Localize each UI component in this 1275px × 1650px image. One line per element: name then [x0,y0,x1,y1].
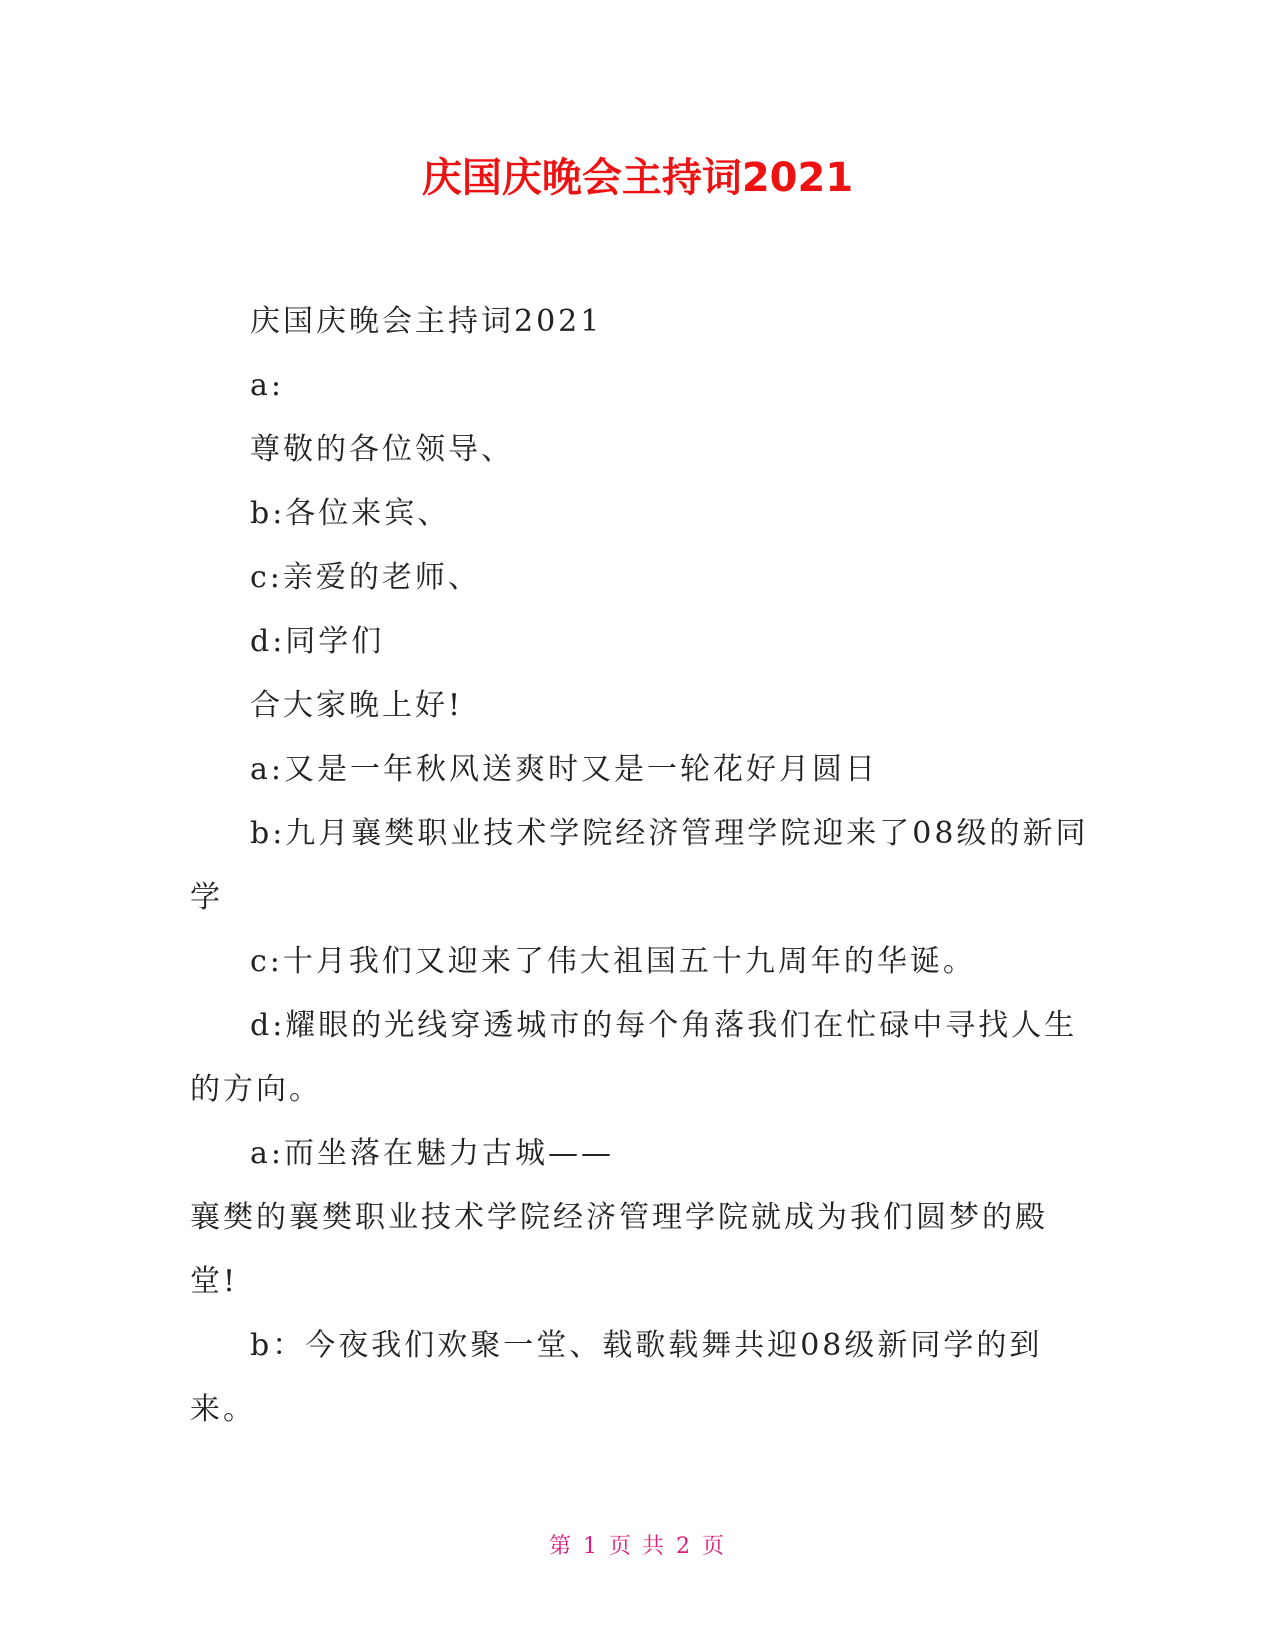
footer-page-number: 1 [583,1534,599,1559]
paragraph: c:亲爱的老师、 [250,560,481,595]
document-title: 庆国庆晚会主持词2021 [421,155,854,201]
paragraph: 合大家晚上好! [250,688,464,723]
paragraph-heading: 庆国庆晚会主持词2021 [250,304,603,339]
page-footer [0,1532,1275,1562]
paragraph: b:各位来宾、 [250,496,451,531]
paragraph: a: [250,368,284,403]
paragraph: 尊敬的各位领导、 [250,432,514,467]
paragraph: a:而坐落在魅力古城—— [250,1136,614,1171]
paragraph: c:十月我们又迎来了伟大祖国五十九周年的华诞。 [250,944,976,979]
footer-middle: 页 共 [609,1534,666,1559]
paragraph: b：今夜我们欢聚一堂、载歌载舞共迎08级新同学的到来。 [190,1328,1043,1427]
paragraph: d:耀眼的光线穿透城市的每个角落我们在忙碌中寻找人生的方向。 [190,1008,1078,1107]
footer-prefix: 第 [548,1534,573,1559]
document-body [190,290,1090,1442]
paragraph: b:九月襄樊职业技术学院经济管理学院迎来了08级的新同学 [190,816,1089,915]
footer-total-pages: 2 [676,1534,692,1559]
paragraph: 襄樊的襄樊职业技术学院经济管理学院就成为我们圆梦的殿堂! [190,1200,1048,1299]
paragraph: a:又是一年秋风送爽时又是一轮花好月圆日 [250,752,878,787]
footer-suffix: 页 [702,1534,727,1559]
paragraph: d:同学们 [250,624,385,659]
